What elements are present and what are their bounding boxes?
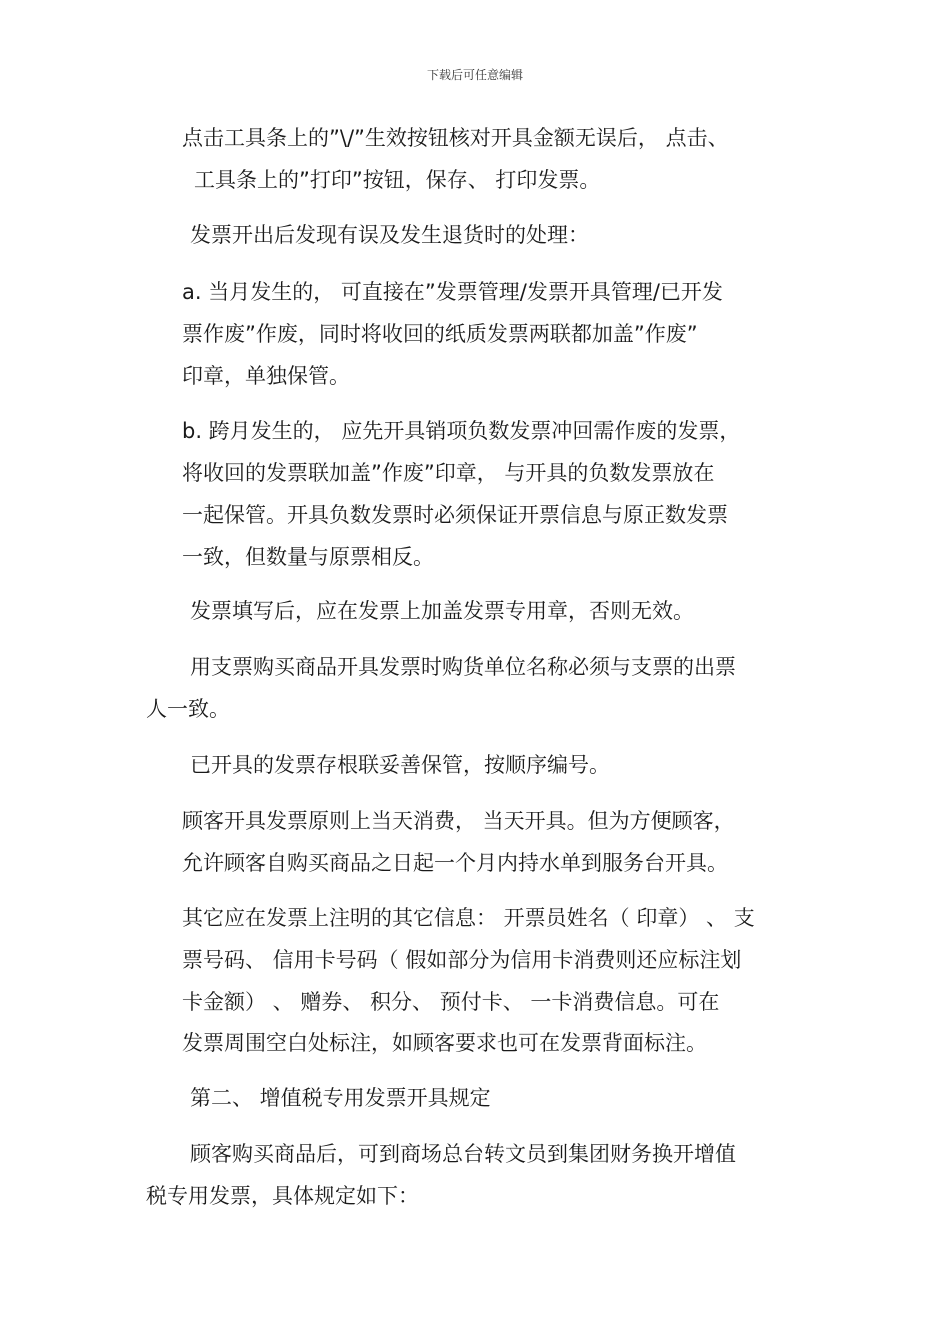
text-line: 卡金额） 、 赠券、 积分、 预付卡、 一卡消费信息。可在 <box>182 990 720 1014</box>
text-line: 点击工具条上的”\/”生效按钮核对开具金额无误后， 点击、 <box>182 126 729 150</box>
text-line: 发票周围空白处标注，如顾客要求也可在发票背面标注。 <box>182 1031 707 1055</box>
section-heading: 第二、 增值税专用发票开具规定 <box>190 1086 491 1110</box>
text-line: 顾客开具发票原则上当天消费， 当天开具。但为方便顾客， <box>182 809 735 833</box>
text-line: 已开具的发票存根联妥善保管，按顺序编号。 <box>190 753 610 777</box>
text-line: a. 当月发生的， 可直接在”发票管理/发票开具管理/已开发 <box>182 280 723 304</box>
text-line: 票号码、 信用卡号码（ 假如部分为信用卡消费则还应标注划 <box>182 948 742 972</box>
text-line: 将收回的发票联加盖”作废”印章， 与开具的负数发票放在 <box>182 461 715 485</box>
text-line: 工具条上的”打印”按钮，保存、 打印发票。 <box>194 168 601 192</box>
text-line: 一致，但数量与原票相反。 <box>182 545 434 569</box>
text-line: 用支票购买商品开具发票时购货单位名称必须与支票的出票 <box>190 655 736 679</box>
text-line: 顾客购买商品后，可到商场总台转文员到集团财务换开增值 <box>190 1142 736 1166</box>
text-line: 其它应在发票上注明的其它信息： 开票员姓名（ 印章） 、 支 <box>182 906 755 930</box>
text-line: 税专用发票，具体规定如下： <box>146 1184 419 1208</box>
text-line: 印章，单独保管。 <box>182 364 350 388</box>
text-line: 人一致。 <box>146 697 230 721</box>
text-line: 一起保管。开具负数发票时必须保证开票信息与原正数发票 <box>182 503 728 527</box>
text-line: b. 跨月发生的， 应先开具销项负数发票冲回需作废的发票， <box>182 419 741 443</box>
text-line: 发票开出后发现有误及发生退货时的处理： <box>190 223 589 247</box>
text-line: 发票填写后，应在发票上加盖发票专用章，否则无效。 <box>190 599 694 623</box>
text-line: 票作废”作废，同时将收回的纸质发票两联都加盖”作废” <box>182 322 698 346</box>
page-header: 下载后可任意编辑 <box>426 68 523 82</box>
text-line: 允许顾客自购买商品之日起一个月内持水单到服务台开具。 <box>182 851 728 875</box>
